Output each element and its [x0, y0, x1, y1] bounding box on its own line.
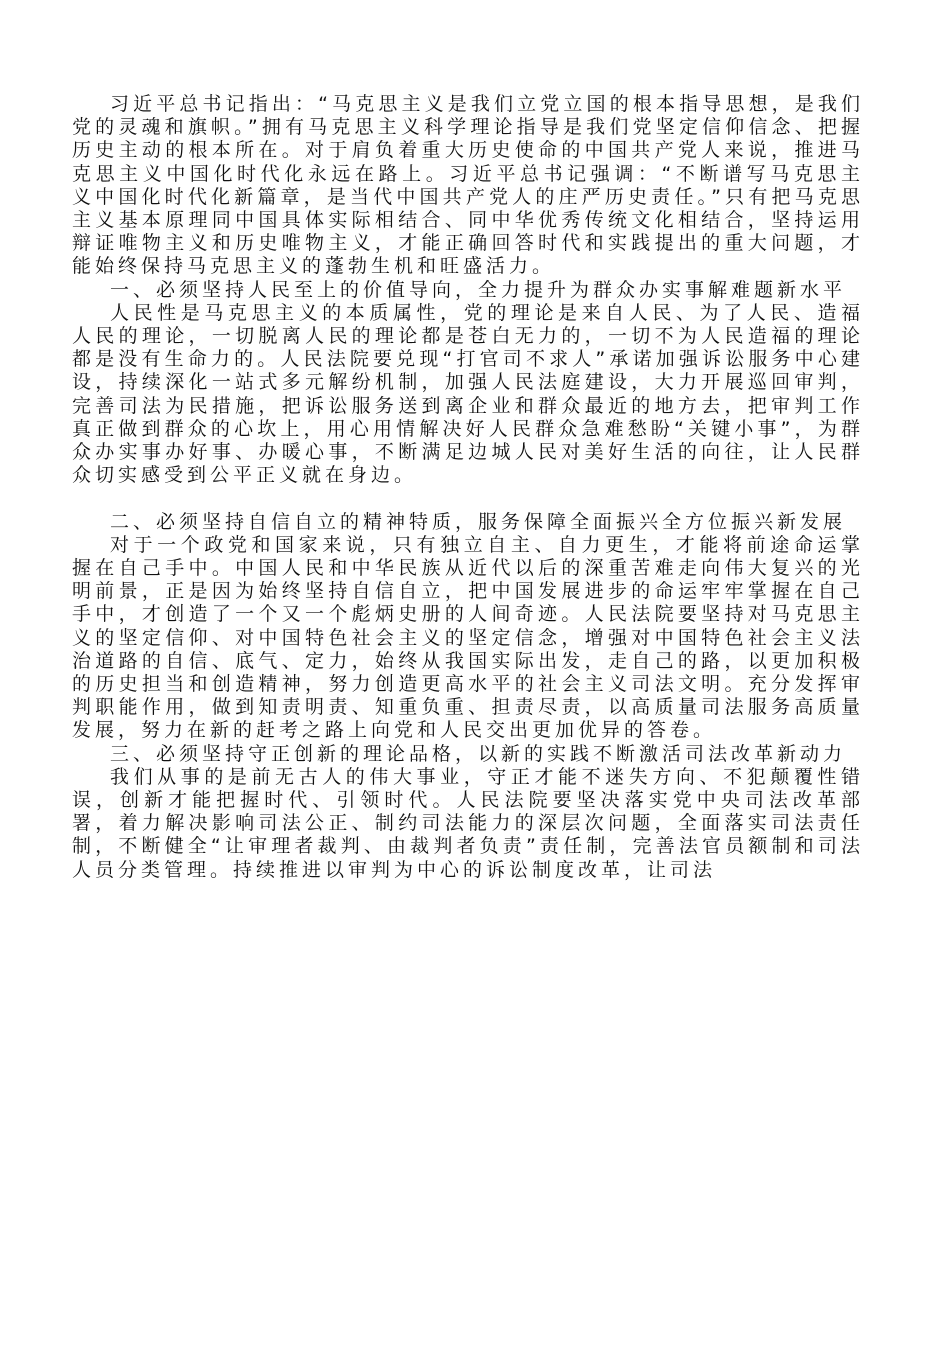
section-2-paragraph: 对于一个政党和国家来说，只有独立自主、自力更生，才能将前途命运掌握在自己手中。中国人民和中华民族从近代以后的深重苦难走向伟大复兴的光明前景，正是因为始终坚持自信自立，把中国发展进步的命运牢牢掌握在自己手中，才创造了一个又一个彪炳史册的人间奇迹。人民法院要坚持对马克思主义的坚定信仰、对中国特色社会主义的坚定信念，增强对中国特色社会主义法治道路的自信、底气、定力，始终从我国实际出发，走自己的路，以更加积极的历史担当和创造精神，努力创造更高水平的社会主义司法文明。充分发挥审判职能作用，做到知责明责、知重负重、担责尽责，以高质量司法服务高质量发展，努力在新的赶考之路上向党和人民交出更加优异的答卷。 — [72, 533, 864, 742]
blank-line — [72, 487, 864, 510]
section-3-paragraph: 我们从事的是前无古人的伟大事业，守正才能不迷失方向、不犯颠覆性错误，创新才能把握时代、引领时代。人民法院要坚决落实党中央司法改革部署，着力解决影响司法公正、制约司法能力的深层次问题，全面落实司法责任制，不断健全“让审理者裁判、由裁判者负责”责任制，完善法官员额制和司法人员分类管理。持续推进以审判为中心的诉讼制度改革，让司法 — [72, 765, 864, 881]
section-heading-2: 二、必须坚持自信自立的精神特质，服务保障全面振兴全方位振兴新发展 — [110, 510, 847, 533]
section-1-paragraph: 人民性是马克思主义的本质属性，党的理论是来自人民、为了人民、造福人民的理论，一切脱离人民的理论都是苍白无力的，一切不为人民造福的理论都是没有生命力的。人民法院要兑现“打官司不求人”承诺加强诉讼服务中心建设，持续深化一站式多元解纷机制，加强人民法庭建设，大力开展巡回审判，完善司法为民措施，把诉讼服务送到离企业和群众最近的地方去，把审判工作真正做到群众的心坎上，用心用情解决好人民群众急难愁盼“关键小事”，为群众办实事办好事、办暖心事，不断满足边城人民对美好生活的向往，让人民群众切实感受到公平正义就在身边。 — [72, 301, 864, 487]
intro-paragraph: 习近平总书记指出：“马克思主义是我们立党立国的根本指导思想，是我们党的灵魂和旗帜。”拥有马克思主义科学理论指导是我们党坚定信仰信念、把握历史主动的根本所在。对于肩负着重大历史使命的中国共产党人来说，推进马克思主义中国化时代化永远在路上。习近平总书记强调：“不断谱写马克思主义中国化时代化新篇章，是当代中国共产党人的庄严历史责任。”只有把马克思主义基本原理同中国具体实际相结合、同中华优秀传统文化相结合，坚持运用辩证唯物主义和历史唯物主义，才能正确回答时代和实践提出的重大问题，才能始终保持马克思主义的蓬勃生机和旺盛活力。 — [72, 93, 864, 278]
section-heading-3: 三、必须坚持守正创新的理论品格，以新的实践不断激活司法改革新动力 — [110, 742, 847, 765]
section-heading-1: 一、必须坚持人民至上的价值导向，全力提升为群众办实事解难题新水平 — [110, 278, 847, 301]
document-page — [72, 93, 864, 882]
